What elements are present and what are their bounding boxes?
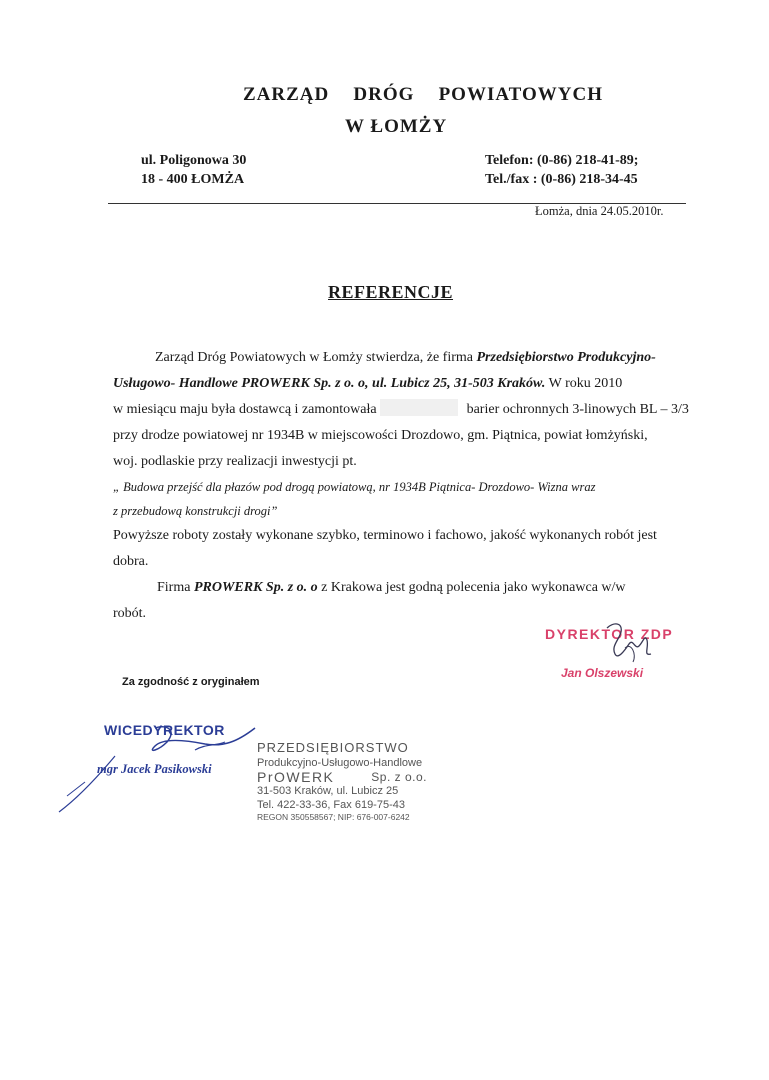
- body-line: Firma PROWERK Sp. z o. o z Krakowa jest godną polecenia jako wykonawca w/w: [157, 580, 626, 595]
- address-street: ul. Poligonowa 30: [141, 153, 247, 168]
- company-stamp-line: 31-503 Kraków, ul. Lubicz 25: [257, 785, 399, 797]
- company-stamp-line: PrOWERK Sp. z o.o.: [257, 769, 427, 785]
- project-title-line: z przebudową konstrukcji drogi”: [113, 504, 278, 518]
- org-word-3: POWIATOWYCH: [438, 84, 603, 105]
- address-city: 18 - 400 ŁOMŻA: [141, 172, 245, 187]
- company-stamp-line: Tel. 422-33-36, Fax 619-75-43: [257, 799, 405, 811]
- director-title: DYREKTOR ZDP: [545, 626, 674, 642]
- org-contact: [485, 151, 638, 189]
- document-date: Łomża, dnia 24.05.2010r.: [535, 204, 664, 218]
- project-title-line: „ Budowa przejść dla płazów pod drogą powiatową, nr 1934B Piątnica- Drozdowo- Wizna wraz: [113, 480, 596, 494]
- conformity-note: Za zgodność z oryginałem: [122, 676, 260, 688]
- company-name-bold: Przedsiębiorstwo Produkcyjno-: [476, 350, 656, 365]
- vice-director-title: WICEDYREKTOR: [104, 722, 225, 738]
- vice-director-stamp: [55, 720, 265, 830]
- vice-director-name: mgr Jacek Pasikowski: [97, 762, 212, 776]
- company-stamp-line: Produkcyjno-Usługowo-Handlowe: [257, 757, 423, 769]
- fax-number: Tel./fax : (0-86) 218-34-45: [485, 172, 638, 187]
- body-line: Zarząd Dróg Powiatowych w Łomży stwierdza, że firma Przedsiębiorstwo Produkcyjno-: [155, 350, 656, 365]
- director-name: Jan Olszewski: [561, 666, 644, 680]
- org-address: [141, 151, 246, 189]
- director-signature: [585, 620, 675, 670]
- director-stamp: [545, 626, 715, 688]
- body-line: dobra.: [113, 554, 149, 569]
- org-name-line2: W ŁOMŻY: [345, 116, 448, 137]
- company-stamp-line: PRZEDSIĘBIORSTWO: [257, 740, 409, 755]
- document-body: [113, 345, 693, 627]
- org-word-2: DRÓG: [353, 84, 415, 105]
- org-name-line1: [243, 84, 603, 106]
- body-line: Powyższe roboty zostały wykonane szybko, terminowo i fachowo, jakość wykonanych robót jest: [113, 528, 657, 543]
- phone-number: Telefon: (0-86) 218-41-89;: [485, 153, 639, 168]
- org-word-1: ZARZĄD: [243, 84, 330, 105]
- body-line: Usługowo- Handlowe PROWERK Sp. z o. o, ul. Lubicz 25, 31-503 Kraków. W roku 2010: [113, 376, 623, 391]
- body-line: przy drodze powiatowej nr 1934B w miejscowości Drozdowo, gm. Piątnica, powiat łomżyński,: [113, 428, 648, 443]
- body-line: robót.: [113, 606, 147, 621]
- company-stamp: [257, 740, 437, 823]
- redacted-quantity: [380, 399, 458, 416]
- company-stamp-line: REGON 350558567; NIP: 676-007-6242: [257, 812, 410, 822]
- body-line: w miesiącu maju była dostawcą i zamontowała barier ochronnych 3-linowych BL – 3/3: [113, 397, 693, 423]
- document-heading: REFERENCJE: [328, 282, 454, 302]
- body-line: woj. podlaskie przy realizacji inwestycji pt.: [113, 454, 357, 469]
- company-name-bold: PROWERK Sp. z o. o: [193, 580, 318, 595]
- company-name-bold: Usługowo- Handlowe PROWERK Sp. z o. o, ul. Lubicz 25, 31-503 Kraków.: [113, 376, 546, 391]
